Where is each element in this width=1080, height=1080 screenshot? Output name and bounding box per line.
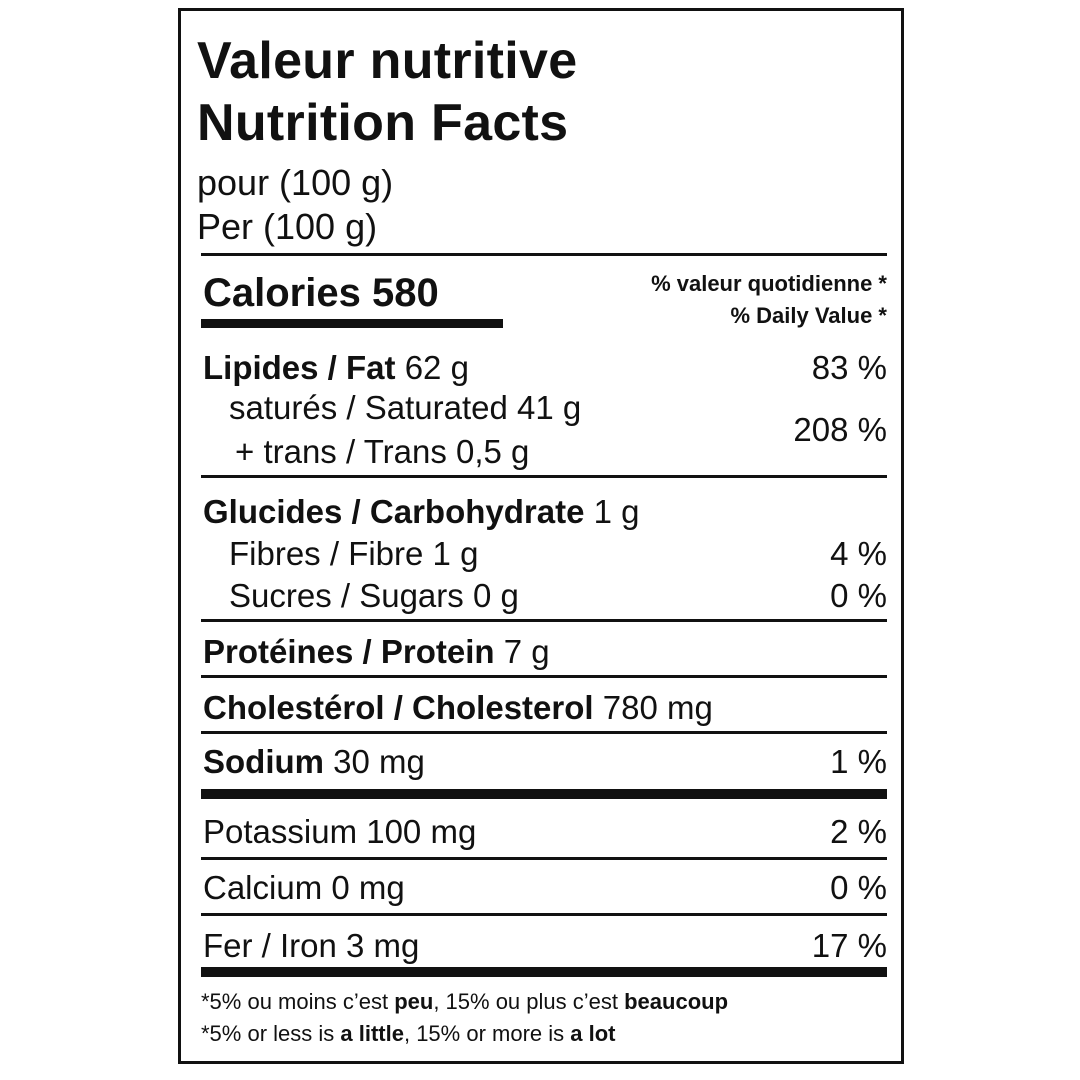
rule-serving (201, 253, 887, 256)
carbohydrate-row (203, 495, 639, 528)
footnote-english (201, 1023, 615, 1045)
iron-daily-value: 17 % (811, 927, 887, 964)
fat-name: Lipides / Fat (203, 349, 396, 386)
sodium-amount: 30 mg (333, 743, 425, 780)
sugars-daily-value: 0 % (830, 577, 887, 614)
fibre-row: Fibres / Fibre 1 g (229, 535, 479, 572)
sodium-name: Sodium (203, 743, 324, 780)
carbohydrate-name: Glucides / Carbohydrate (203, 493, 585, 530)
daily-value-header-french: % valeur quotidienne * (651, 271, 887, 296)
footnote-french-part: , 15% ou plus c’est (433, 989, 625, 1014)
calcium-row: Calcium 0 mg (203, 869, 405, 906)
carbohydrate-amount: 1 g (593, 493, 640, 530)
footnote-french-bold: peu (394, 989, 434, 1014)
sodium-daily-value: 1 % (830, 743, 887, 780)
saturated-trans-daily-value: 208 % (793, 411, 887, 448)
calcium-daily-value: 0 % (830, 869, 887, 906)
sugars-row: Sucres / Sugars 0 g (229, 577, 519, 614)
title-english: Nutrition Facts (197, 94, 569, 152)
fibre-daily-value: 4 % (830, 535, 887, 572)
rule-cholesterol (201, 731, 887, 734)
saturated-row: saturés / Saturated 41 g (229, 389, 582, 426)
footnote-french-part: *5% ou moins c’est (201, 989, 395, 1014)
protein-name: Protéines / Protein (203, 633, 495, 670)
rule-protein (201, 675, 887, 678)
rule-calcium (201, 913, 887, 916)
protein-row (203, 635, 550, 668)
cholesterol-name: Cholestérol / Cholesterol (203, 689, 594, 726)
serving-size-french: pour (100 g) (197, 162, 394, 203)
title-french: Valeur nutritive (197, 32, 578, 90)
serving-size-english: Per (100 g) (197, 206, 378, 247)
footnote-english-part: *5% or less is (201, 1021, 341, 1046)
potassium-daily-value: 2 % (830, 813, 887, 850)
calories-underline (201, 319, 503, 328)
fat-row (203, 351, 469, 384)
protein-amount: 7 g (503, 633, 550, 670)
fat-daily-value: 83 % (811, 349, 887, 386)
calories: Calories 580 (203, 271, 439, 315)
nutrition-facts-label (178, 8, 904, 1064)
daily-value-header-english: % Daily Value * (730, 303, 887, 328)
rule-thick-footnote (201, 967, 887, 977)
footnote-french (201, 991, 728, 1013)
cholesterol-amount: 780 mg (602, 689, 713, 726)
fat-amount: 62 g (404, 349, 469, 386)
rule-potassium (201, 857, 887, 860)
rule-carbohydrate (201, 619, 887, 622)
iron-row: Fer / Iron 3 mg (203, 927, 420, 964)
sodium-row (203, 745, 425, 778)
trans-row: + trans / Trans 0,5 g (235, 433, 530, 470)
footnote-english-bold: a lot (570, 1021, 616, 1046)
rule-fat (201, 475, 887, 478)
potassium-row: Potassium 100 mg (203, 813, 477, 850)
footnote-english-bold: a little (340, 1021, 404, 1046)
footnote-french-bold: beaucoup (624, 989, 729, 1014)
rule-thick-minerals (201, 789, 887, 799)
footnote-english-part: , 15% or more is (403, 1021, 571, 1046)
cholesterol-row (203, 691, 713, 724)
